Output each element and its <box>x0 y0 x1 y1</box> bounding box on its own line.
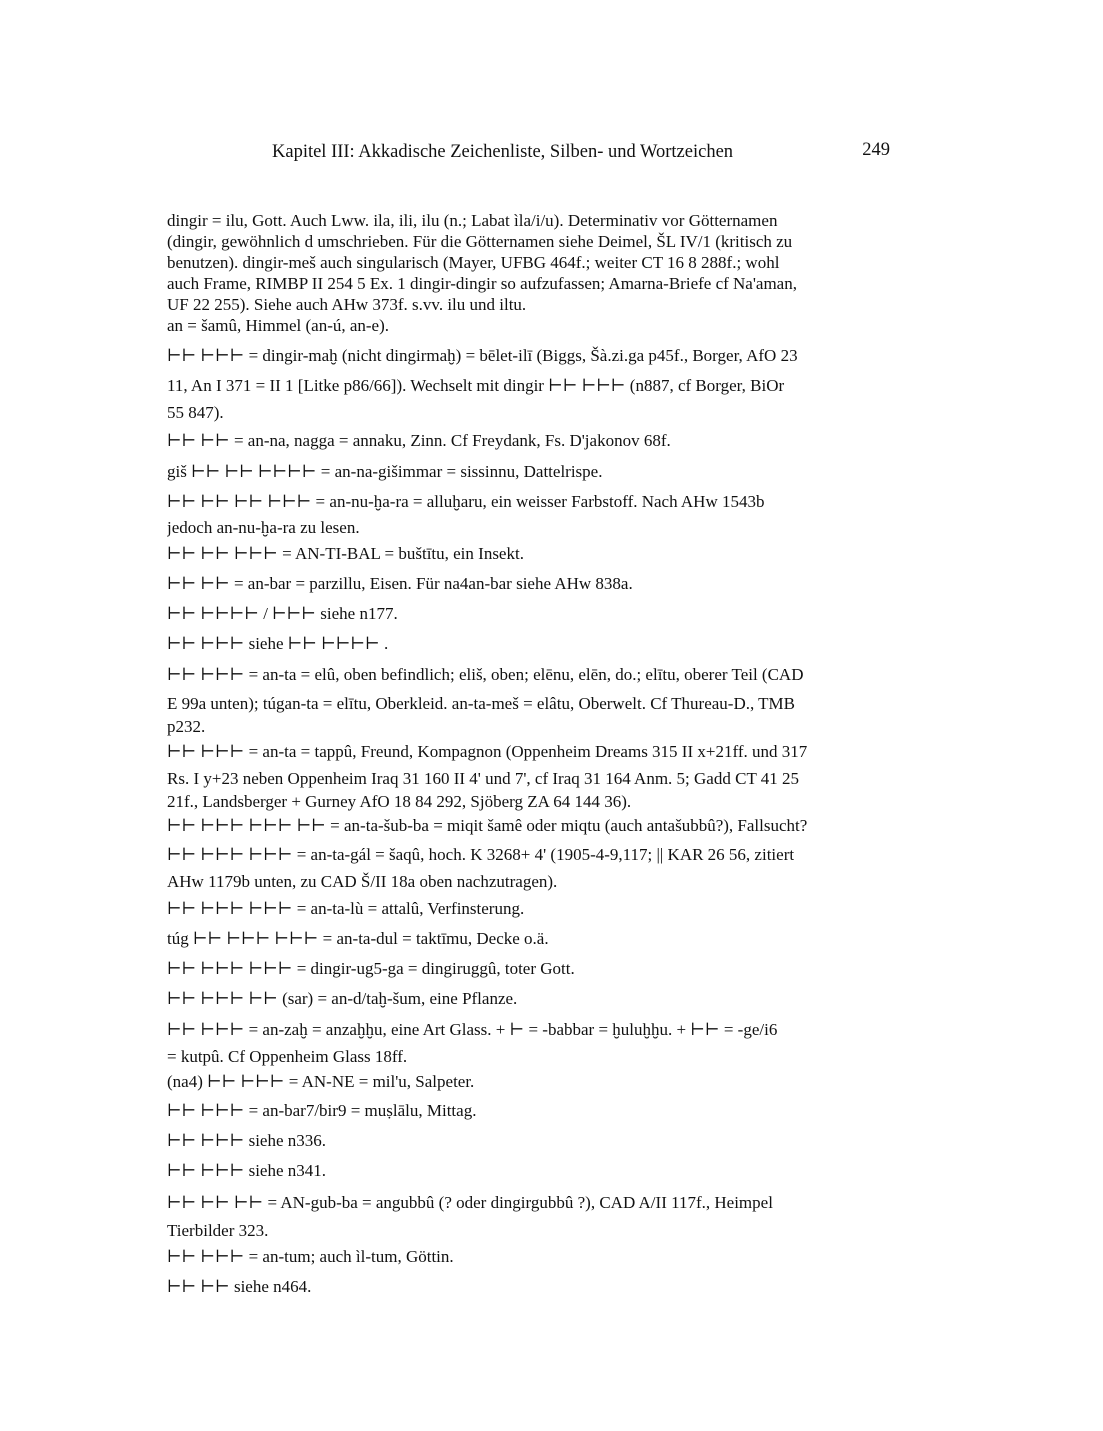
page-number: 249 <box>862 140 890 160</box>
text-line: an = šamû, Himmel (an-ú, an-e). <box>167 316 390 335</box>
sign-entry-line: ⊢⊢ ⊢⊢⊢ ⊢⊢⊢ ⊢⊢ = an-ta-šub-ba = miqit šamê oder miqtu (auch antašubbû?), Fallsucht? <box>167 816 808 835</box>
text-line: dingir = ilu, Gott. Auch Lww. ila, ili, ilu (n.; Labat ìla/i/u). Determinativ vor Götternamen <box>167 211 778 230</box>
sign-entry-line: ⊢⊢ ⊢⊢⊢⊢ / ⊢⊢⊢ siehe n177. <box>167 604 398 623</box>
running-header <box>272 142 890 168</box>
text-line: AHw 1179b unten, zu CAD Š/II 18a oben nachzutragen). <box>167 872 558 891</box>
sign-entry-line: ⊢⊢ ⊢⊢⊢ = dingir-maḫ (nicht dingirmaḫ) = bēlet-ilī (Biggs, Šà.zi.ga p45f., Borger, AfO 23 <box>167 346 798 365</box>
sign-entry-line: ⊢⊢ ⊢⊢⊢ ⊢⊢⊢ = an-ta-gál = šaqû, hoch. K 3268+ 4' (1905-4-9,117; || KAR 26 56, zitiert <box>167 845 795 864</box>
sign-entry-line: ⊢⊢ ⊢⊢⊢ siehe n341. <box>167 1161 327 1180</box>
text-line: 55 847). <box>167 403 224 422</box>
text-line: 21f., Landsberger + Gurney AfO 18 84 292, Sjöberg ZA 64 144 36). <box>167 792 632 811</box>
text-line: jedoch an-nu-ḫa-ra zu lesen. <box>167 518 360 537</box>
text-line: auch Frame, RIMBP II 254 5 Ex. 1 dingir-dingir so aufzufassen; Amarna-Briefe cf Na'aman, <box>167 274 797 293</box>
sign-entry-line: giš ⊢⊢ ⊢⊢ ⊢⊢⊢⊢ = an-na-gišimmar = sissinnu, Dattelrispe. <box>167 462 603 481</box>
sign-entry-line: ⊢⊢ ⊢⊢⊢ = an-ta = elû, oben befindlich; eliš, oben; elēnu, elēn, do.; elītu, oberer Teil (CAD <box>167 665 804 684</box>
text-line: (dingir, gewöhnlich d umschrieben. Für die Götternamen siehe Deimel, ŠL IV/1 (kritisch zu <box>167 232 793 251</box>
sign-entry-line: ⊢⊢ ⊢⊢⊢ = an-zaḫ = anzaḫḫu, eine Art Glass. + ⊢ = -babbar = ḫuluḫḫu. + ⊢⊢ = -ge/i6 <box>167 1020 778 1039</box>
sign-entry-line: ⊢⊢ ⊢⊢⊢ = an-tum; auch ìl-tum, Göttin. <box>167 1247 454 1266</box>
sign-entry-line: ⊢⊢ ⊢⊢⊢ ⊢⊢ (sar) = an-d/taḫ-šum, eine Pflanze. <box>167 989 518 1008</box>
sign-entry-line: ⊢⊢ ⊢⊢⊢ ⊢⊢⊢ = dingir-ug5-ga = dingiruggû, toter Gott. <box>167 959 575 978</box>
text-line: p232. <box>167 717 206 736</box>
sign-entry-line: ⊢⊢ ⊢⊢⊢ siehe ⊢⊢ ⊢⊢⊢⊢ . <box>167 634 389 653</box>
text-line: 11, An I 371 = II 1 [Litke p86/66]). Wechselt mit dingir ⊢⊢ ⊢⊢⊢ (n887, cf Borger, BiOr <box>167 376 785 395</box>
text-line: UF 22 255). Siehe auch AHw 373f. s.vv. ilu und iltu. <box>167 295 527 314</box>
sign-entry-line: ⊢⊢ ⊢⊢⊢ siehe n336. <box>167 1131 327 1150</box>
sign-entry-line: ⊢⊢ ⊢⊢⊢ ⊢⊢⊢ = an-ta-lù = attalû, Verfinsterung. <box>167 899 525 918</box>
sign-list-text <box>167 210 907 1302</box>
sign-entry-line: ⊢⊢ ⊢⊢ ⊢⊢ ⊢⊢⊢ = an-nu-ḫa-ra = alluḫaru, ein weisser Farbstoff. Nach AHw 1543b <box>167 492 765 511</box>
sign-entry-line: ⊢⊢ ⊢⊢ = an-bar = parzillu, Eisen. Für na4an-bar siehe AHw 838a. <box>167 574 633 593</box>
text-line: Rs. I y+23 neben Oppenheim Iraq 31 160 II 4' und 7', cf Iraq 31 164 Anm. 5; Gadd CT 41 25 <box>167 769 800 788</box>
sign-entry-line: ⊢⊢ ⊢⊢⊢ = an-ta = tappû, Freund, Kompagnon (Oppenheim Dreams 315 II x+21ff. und 317 <box>167 742 808 761</box>
text-line: E 99a unten); túgan-ta = elītu, Oberkleid. an-ta-meš = elâtu, Oberwelt. Cf Thureau-D., TMB <box>167 694 796 713</box>
sign-entry-line: ⊢⊢ ⊢⊢ siehe n464. <box>167 1277 312 1296</box>
sign-entry-line: (na4) ⊢⊢ ⊢⊢⊢ = AN-NE = mil'u, Salpeter. <box>167 1072 475 1091</box>
text-line: = kutpû. Cf Oppenheim Glass 18ff. <box>167 1047 408 1066</box>
sign-entry-line: túg ⊢⊢ ⊢⊢⊢ ⊢⊢⊢ = an-ta-dul = taktīmu, Decke o.ä. <box>167 929 549 948</box>
chapter-title: Kapitel III: Akkadische Zeichenliste, Silben- und Wortzeichen <box>272 142 734 162</box>
text-line: benutzen). dingir-meš auch singularisch (Mayer, UFBG 464f.; weiter CT 16 8 288f.; wohl <box>167 253 780 272</box>
sign-entry-line: ⊢⊢ ⊢⊢ ⊢⊢⊢ = AN-TI-BAL = buštītu, ein Insekt. <box>167 544 524 563</box>
sign-entry-line: ⊢⊢ ⊢⊢ ⊢⊢ = AN-gub-ba = angubbû (? oder dingirgubbû ?), CAD A/II 117f., Heimpel <box>167 1193 773 1212</box>
sign-entry-line: ⊢⊢ ⊢⊢⊢ = an-bar7/bir9 = muṣlālu, Mittag. <box>167 1101 477 1120</box>
sign-entry-line: ⊢⊢ ⊢⊢ = an-na, nagga = annaku, Zinn. Cf Freydank, Fs. D'jakonov 68f. <box>167 431 671 450</box>
text-line: Tierbilder 323. <box>167 1221 269 1240</box>
